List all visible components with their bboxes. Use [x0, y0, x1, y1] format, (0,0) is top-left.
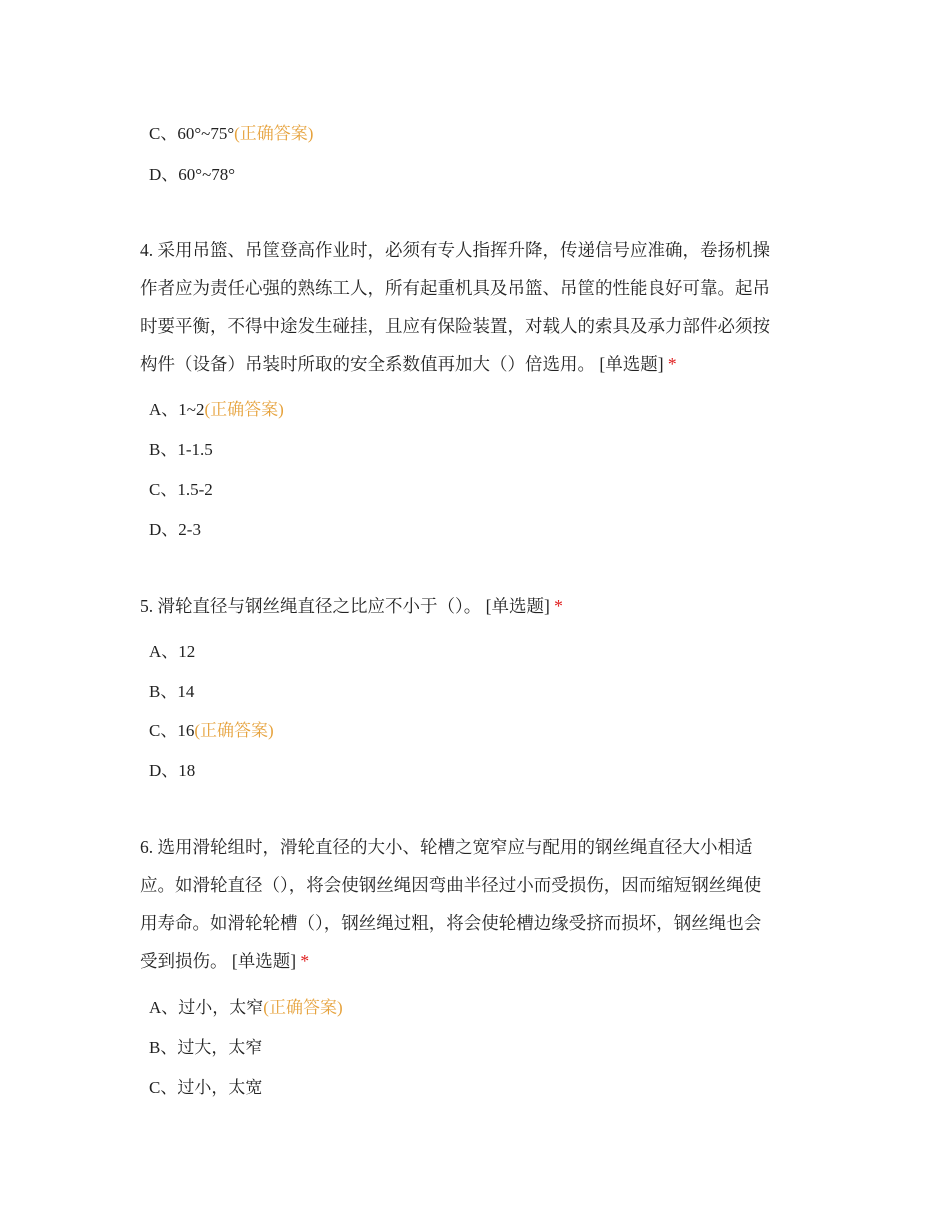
option-label: A、过小，太窄 — [149, 998, 264, 1017]
q5-option-c[interactable] — [149, 721, 274, 741]
question-line: 作者应为责任心强的熟练工人，所有起重机具及吊篮、吊筐的性能良好可靠。起吊 — [140, 278, 770, 298]
question-line: 用寿命。如滑轮轮槽（），钢丝绳过粗，将会使轮槽边缘受挤而损坏，钢丝绳也会 — [140, 913, 762, 933]
required-mark: * — [667, 354, 677, 374]
q4-option-c[interactable] — [149, 480, 213, 500]
option-label: B、过大，太窄 — [149, 1038, 263, 1057]
option-label: B、14 — [149, 682, 195, 701]
q5-option-b[interactable] — [149, 682, 194, 702]
q4-option-d[interactable] — [149, 520, 201, 540]
option-label: D、18 — [149, 761, 196, 780]
q3-option-d[interactable] — [149, 165, 235, 185]
option-label: C、60°~75° — [149, 124, 235, 143]
question-line: 4. 采用吊篮、吊筐登高作业时，必须有专人指挥升降，传递信号应准确，卷扬机操 — [140, 240, 770, 260]
required-mark: * — [554, 596, 563, 616]
question-line: 时要平衡，不得中途发生碰挂，且应有保险装置，对载人的索具及承力部件必须按 — [140, 316, 770, 336]
correct-answer-mark: (正确答案) — [194, 721, 274, 740]
question-line: 5. 滑轮直径与钢丝绳直径之比应不小于（）。 [单选题] — [140, 596, 550, 616]
option-label: C、过小，太宽 — [149, 1078, 263, 1097]
question-line: 构件（设备）吊装时所取的安全系数值再加大（）倍选用。 [单选题] — [140, 354, 664, 374]
q4-option-b[interactable] — [149, 440, 213, 460]
option-label: B、1-1.5 — [149, 440, 213, 459]
option-label: D、60°~78° — [149, 165, 236, 184]
question-line: 应。如滑轮直径（），将会使钢丝绳因弯曲半径过小而受损伤，因而缩短钢丝绳使 — [140, 875, 762, 895]
q6-option-c[interactable] — [149, 1078, 262, 1098]
option-label: C、1.5-2 — [149, 480, 213, 499]
question-line: 受到损伤。 [单选题] — [140, 951, 297, 971]
question-line: 6. 选用滑轮组时，滑轮直径的大小、轮槽之宽窄应与配用的钢丝绳直径大小相适 — [140, 837, 753, 857]
q3-option-c[interactable] — [149, 124, 313, 144]
option-label: A、12 — [149, 642, 196, 661]
q4-option-a[interactable] — [149, 400, 284, 420]
question-5-text — [140, 587, 816, 625]
correct-answer-mark: (正确答案) — [263, 998, 343, 1017]
correct-answer-mark: (正确答案) — [234, 124, 314, 143]
q5-option-a[interactable] — [149, 642, 195, 662]
option-label: D、2-3 — [149, 520, 201, 539]
q6-option-a[interactable] — [149, 998, 343, 1018]
option-label: A、1~2 — [149, 400, 205, 419]
question-4-text — [140, 231, 816, 383]
q5-option-d[interactable] — [149, 761, 195, 781]
question-6-text — [140, 828, 816, 980]
required-mark: * — [300, 951, 310, 971]
option-label: C、16 — [149, 721, 195, 740]
q6-option-b[interactable] — [149, 1038, 262, 1058]
correct-answer-mark: (正确答案) — [204, 400, 284, 419]
